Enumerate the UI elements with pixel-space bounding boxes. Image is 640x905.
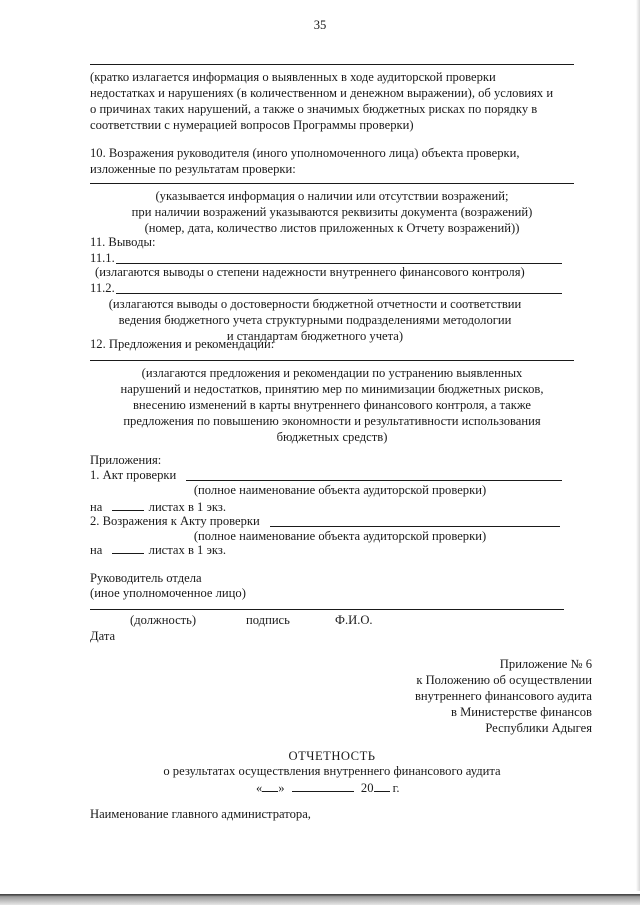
scan-edge-bottom <box>0 891 640 905</box>
section-11-item-1-label: 11.1. <box>90 251 115 265</box>
section-12-rule <box>90 360 574 361</box>
findings-note-line-2: недостатках и нарушениях (в количественном и денежном выражении), об условиях и <box>90 86 554 100</box>
findings-note-line-3: о причинах таких нарушений, а также о значимых бюджетных рисках по порядку в <box>90 102 538 116</box>
attachment-2-pages-prefix: на <box>90 543 103 557</box>
report-date-open-quote: « <box>256 781 263 795</box>
attachment-2-pages-blank <box>112 542 144 554</box>
signatory-subtitle: (иное уполномоченное лицо) <box>90 586 246 600</box>
attachment-1-line <box>186 480 562 481</box>
section-10-heading-line-2: изложенные по результатам проверки: <box>90 162 296 176</box>
attachments-heading: Приложения: <box>90 453 162 467</box>
appendix-line-1: Приложение № 6 <box>499 657 592 671</box>
chief-administrator-label: Наименование главного администратора, <box>90 807 311 821</box>
section-11-item-2-note-line-2: ведения бюджетного учета структурными подразделениями методологии <box>118 313 512 327</box>
findings-note-line-4: соответствии с нумерацией вопросов Программы проверки) <box>90 118 414 132</box>
section-12-note-line-5: бюджетных средств) <box>276 430 388 444</box>
findings-note-line-1: (кратко излагается информация о выявленных в ходе аудиторской проверки <box>90 70 496 84</box>
scan-edge-right <box>636 0 640 905</box>
attachment-1-pages-suffix: листах в 1 экз. <box>148 500 226 514</box>
attachment-1-pages-prefix: на <box>90 500 103 514</box>
section-12-note-line-2: нарушений и недостатков, принятию мер по минимизации бюджетных рисков, <box>120 382 544 396</box>
page-number: 35 <box>313 18 327 32</box>
report-title: ОТЧЕТНОСТЬ <box>288 749 376 763</box>
signature-line <box>90 609 564 610</box>
appendix-line-3: внутреннего финансового аудита <box>414 689 592 703</box>
attachment-2-pages <box>90 542 226 558</box>
section-11-item-2-note-line-3: и стандартам бюджетного учета) <box>226 329 404 343</box>
section-11-item-1-note: (излагаются выводы о степени надежности внутреннего финансового контроля) <box>95 265 525 279</box>
attachment-2-line <box>270 526 560 527</box>
position-caption: (должность) <box>130 613 197 627</box>
signatory-title: Руководитель отдела <box>90 571 202 585</box>
section-12-note-line-1: (излагаются предложения и рекомендации по устранению выявленных <box>141 366 523 380</box>
section-10-note-line-2: при наличии возражений указываются реквизиты документа (возражений) <box>131 205 533 219</box>
appendix-line-4: в Министерстве финансов <box>451 705 592 719</box>
report-subtitle: о результатах осуществления внутреннего финансового аудита <box>163 764 501 778</box>
attachment-1-label: 1. Акт проверки <box>90 468 177 482</box>
report-date-day-blank <box>262 780 278 792</box>
section-10-note-line-3: (номер, дата, количество листов приложенных к Отчету возражений)) <box>144 221 520 235</box>
section-10-heading-line-1: 10. Возражения руководителя (иного уполномоченного лица) объекта проверки, <box>90 146 520 160</box>
date-label: Дата <box>90 629 116 643</box>
section-11-item-2-note-line-1: (излагаются выводы о достоверности бюджетной отчетности и соответствии <box>108 297 522 311</box>
section-12-heading: 12. Предложения и рекомендации: <box>90 337 275 351</box>
section-11-item-2-label: 11.2. <box>90 281 115 295</box>
section-12-note-line-4: предложения по повышению экономности и результативности использования <box>123 414 541 428</box>
report-date-close-quote: » <box>278 781 285 795</box>
attachment-1-note: (полное наименование объекта аудиторской проверки) <box>193 483 487 497</box>
appendix-line-2: к Положению об осуществлении <box>416 673 592 687</box>
section-11-heading: 11. Выводы: <box>90 235 156 249</box>
section-11-item-1-line <box>116 263 562 264</box>
report-date-year-prefix: 20 <box>360 781 374 795</box>
report-date-year-suffix: г. <box>392 781 400 795</box>
attachment-2-note: (полное наименование объекта аудиторской проверки) <box>193 529 487 543</box>
report-date-year-blank <box>374 780 390 792</box>
appendix-line-5: Республики Адыгея <box>485 721 592 735</box>
signature-caption: подпись <box>246 613 290 627</box>
report-date-month-blank <box>292 780 354 792</box>
attachment-1-pages-blank <box>112 499 144 511</box>
attachment-2-label: 2. Возражения к Акту проверки <box>90 514 260 528</box>
section-11-item-2-line <box>116 293 562 294</box>
attachment-2-pages-suffix: листах в 1 экз. <box>148 543 226 557</box>
section-10-note-line-1: (указывается информация о наличии или отсутствии возражений; <box>155 189 509 203</box>
section-12-note-line-3: внесению изменений в карты внутреннего финансового контроля, а также <box>132 398 531 412</box>
section-10-rule <box>90 183 574 184</box>
findings-rule <box>90 64 574 65</box>
attachment-1-pages <box>90 499 226 515</box>
full-name-caption: Ф.И.О. <box>335 613 373 627</box>
report-date <box>256 780 400 796</box>
